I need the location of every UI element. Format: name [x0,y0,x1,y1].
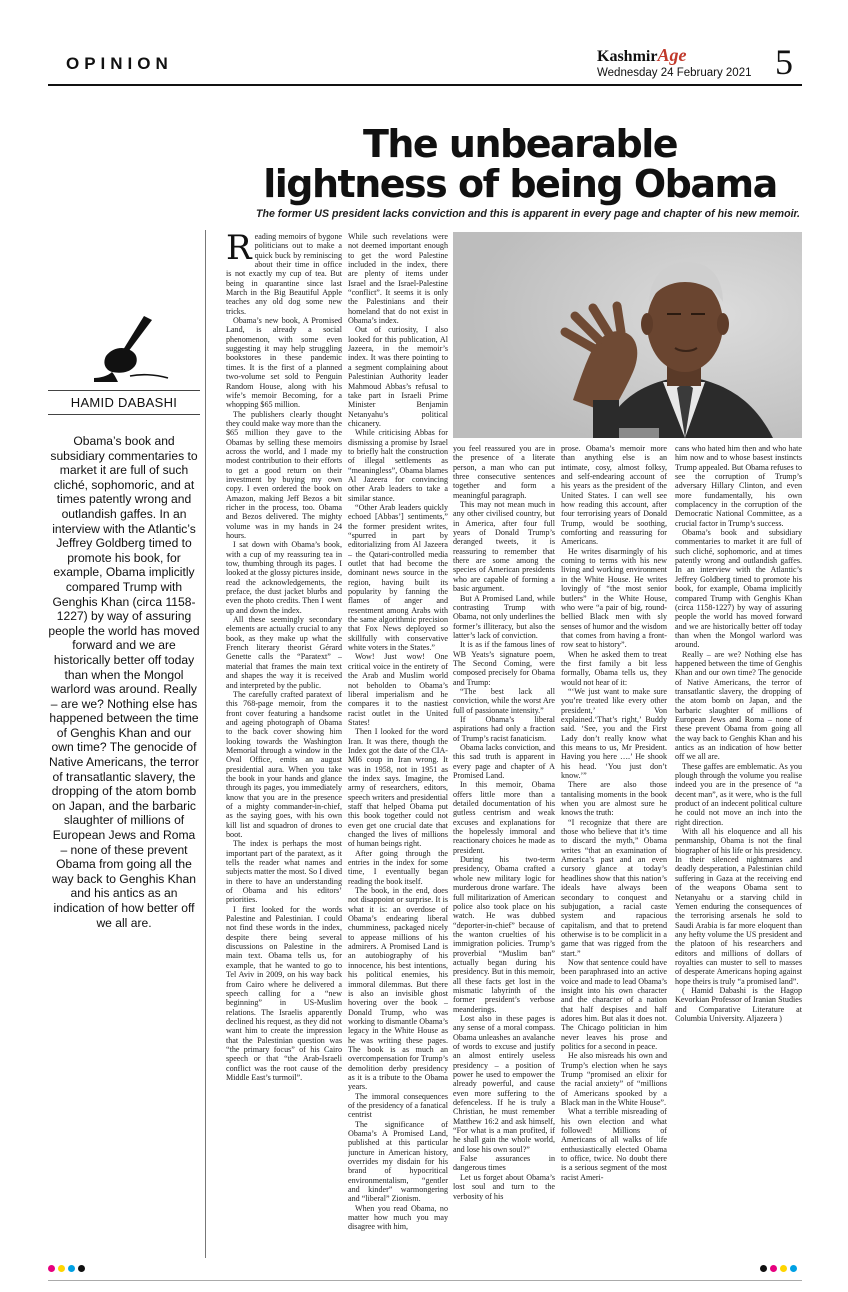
paragraph: But A Promised Land, while contrasting Trump with Obama, not only underlines the former’s illiteracy, but also the latter’s lack of conviction. [453,593,555,640]
paragraph: Lost also in these pages is any sense of a moral compass. Obama unleashes an avalanche of words to excuse and justify an almost entirely useless presidency – a position of power he used to empower the already powerful, and cause even more suffering to the defenceless. If he is truly a Christian, he must remember Matthew 16:2 and ask himself, “For what is a man profited, if he shall gain the whole world, and lose his own soul?” [453,1013,555,1154]
paragraph: This may not mean much in any other civilised country, but in America, after four full years of Donald Trump’s deranged tweets, it is reassuring to remember that there are some among the species of American presidents who are capable of forming a basic argument. [453,500,555,594]
page-number: 5 [775,42,793,82]
logo-main: Kashmir [597,48,658,65]
column-divider [205,230,206,1258]
article-column-3 [453,444,555,1257]
paragraph: All these seemingly secondary elements are actually crucial to any book, as they make up what the French literary theorist Gérard Genette calls the “Paratext” – material that frames the main text and shapes the way it is received and interpreted by the public. [226,615,342,690]
registration-dot [58,1265,65,1272]
registration-dot [760,1265,767,1272]
article-column-5 [675,444,802,1257]
paragraph: you feel reassured you are in the presence of a literate person, a man who can put three consecutive sentences together and form a meaningful paragraph. [453,444,555,500]
registration-dot [770,1265,777,1272]
paragraph: When he asked them to treat the first family a bit less formally, Obama tells us, they would not hear of it: [561,649,667,687]
paragraph: It is as if the famous lines of WB Yeats’s signature poem, The Second Coming, were composed precisely for Obama and Trump: [453,640,555,687]
author-name: HAMID DABASHI [48,390,200,415]
article-column-4 [561,444,667,1257]
paragraph: While such revelations were not deemed important enough to get the word Palestine included in the index, there are plenty of items under Israel and the Israel-Palestine “conflict”. It seems it is only the Palestinians and their homeland that do not exist in Obama’s index. [348,232,448,326]
paragraph: The publishers clearly thought they could make way more than the $65 million they gave to the Obamas by selling these memoirs across the world, and I made my modest contribution to their efforts to get a good return on their investment by buying my own copy. I even ordered the book on Amazon, making Jeff Bezos a bit richer in the process, too. Obama and Bezos delivered. The mighty volume was in my hands in 24 hours. [226,409,342,540]
paragraph: Out of curiosity, I also looked for this publication, Al Jazeera, in the memoir’s index. It was there pointing to a segment complaining about Palestinian Authority leader Mahmoud Abbas’s refusal to take part in Israeli Prime Minister Benjamin Netanyahu’s political chicanery. [348,325,448,428]
paragraph: He also misreads his own and Trump’s election when he says Trump “promised an elixir for the racial anxiety” of “millions of Americans spooked by a Black man in the White House”. [561,1051,667,1108]
registration-dots-left [48,1265,85,1272]
registration-dot [790,1265,797,1272]
paragraph: Let us forget about Obama’s lost soul and turn to the verbosity of his [453,1172,555,1201]
paragraph: prose. Obama’s memoir more than anything else is an intimate, cosy, almost folksy, and self-endearing account of his years as the president of the United States. I can well see how reading this account, after four terrorising years of Donald Trump, would be soothing, comforting and reassuring for Americans. [561,444,667,547]
paragraph: Then I looked for the word Iran. It was there, though the Index got the date of the CIA-MI6 coup in Iran wrong. It was in 1958, not in 1951 as the index says. Imagine, the army of researchers, editors, speech writers and presidential staff that helped Obama put this book together could not even get one crucial date that changed the lives of millions of human beings right. [348,727,448,849]
paragraph: “I recognize that there are those who believe that it’s time to discard the myth,” Obama writes “that an examination of America’s past and an even cursory glance at today’s headlines show that this nation’s ideals have always been secondary to conquest and subjugation, a racial caste system and rapacious capitalism, and that to pretend otherwise is to be complicit in a game that was rigged from the start.” [561,817,667,958]
paragraph: The index is perhaps the most important part of the paratext, as it tells the reader what names and subjects matter the most. So I dived in there to have an understanding of Obama and his editors’ priorities. [226,839,342,905]
paragraph: With all his eloquence and all his penmanship, Obama is not the final biographer of his life or his presidency. In their silenced nightmares and deadly desperation, a Palestinian child suffering in Gaza at the receiving end of the weapons Obama sent to Netanyahu or a starving child in Yemen enduring the consequences of the terrorising arsenals he sold to Saudi Arabia is far more eloquent than any hefty volume the US president and the platoon of his researchers and editors and millions of dollars of royalties can muster to sell to masses of desperate Americans hoping against hope theirs is truly “a promised land”. [675,827,802,986]
logo-accent: Age [657,45,687,65]
paragraph: In this memoir, Obama offers little more than a detailed documentation of his gutless centrism and weak excuses and explanations for the hopelessly immoral and reactionary choices he made as president. [453,780,555,855]
paragraph: “‘We just want to make sure you’re treated like every other president,’ Von explained.‘That’s right,’ Buddy said. ‘See, you and the First Lady don’t really know what this means to us, Mr President. Having you here ….’ He shook his head. ‘You just don’t know.’” [561,686,667,781]
paragraph: During his two-term presidency, Obama crafted a whole new military logic for murderous drone warfare. The full militarization of American police also took place on his watch. He was dubbed “deporter-in-chief” because of the wanton cruelties of his immigration policies. Trump’s proverbial “Muslim ban” actually began during his presidency. But in this memoir, all these facts get lost in the mismatic labyrinth of the former president’s verbose meanderings. [453,855,555,1014]
paragraph: “The best lack all conviction, while the worst Are full of passionate intensity.” [453,686,555,715]
pull-quote: Obama’s book and subsidiary commentaries to market it are full of such cliché, sophomoric, and at times patently wrong and outlandish gaffes. In an interview with the Atlantic’s Jeffrey Goldberg timed to promote his book, for example, Obama implicitly compared Trump with Genghis Khan (circa 1158-1227) by way of assuring people the world has moved forward and we are historically better off today than when the Mongol warlord was around. Really – are we? Nothing else has happened between the time of Genghis Khan and our own time? The genocide of Native Americans, the terror of transatlantic slavery, the dropping of the atom bomb on Japan, and the barbaric slaughter of millions of European Jews and Roma – none of these prevent Obama from going all the way back to Genghis Khan and his antics as an indication of how better off we all are. [48,434,200,930]
header-rule [48,84,802,86]
registration-dot [48,1265,55,1272]
paragraph: Obama’s new book, A Promised Land, is already a social phenomenon, with some even suggesting it may help struggling bookstores in these pandemic times. It is the first of a planned two-volume set sold to Penguin Random House, along with his wife’s memoir Becoming, for a whopping $65 million. [226,316,342,410]
issue-date: Wednesday 24 February 2021 [597,67,752,79]
registration-dots-right [760,1265,797,1272]
article-column-2 [348,232,448,1257]
paragraph: Wow! Just wow! One critical voice in the entirety of the Arab and Muslim world not beholden to Obama’s liberal imperialism and he compares it to the nastiest racist outlet in the United States! [348,652,448,727]
paragraph: These gaffes are emblematic. As you plough through the volume you realise indeed you are in the presence of “a decent man”, as it were, who is the full product of an indecent political culture he could not move an inch into the right direction. [675,761,802,827]
paragraph: After going through the entries in the index for some time, I eventually began reading the book itself. [348,848,448,886]
paragraph: The significance of Obama’s A Promised Land, published at this particular juncture in American history, overrides my disdain for his brand of hypocritical environmentalism, “gentler and kinder” warmongering and “liberal” Zionism. [348,1119,448,1204]
author-bio: ( Hamid Dabashi is the Hagop Kevorkian Professor of Iranian Studies and Comparative Literature at Columbia University. Aljazeera ) [675,985,802,1023]
subheading: The immoral consequences of the presidency of a fanatical centrist [348,1091,448,1120]
paragraph: While criticising Abbas for dismissing a promise by Israel to briefly halt the construction of illegal settlements as “meaningless”, Obama blames Al Jazeera for convincing other Arab leaders to take a similar stance. [348,428,448,503]
section-label: OPINION [66,54,173,73]
registration-dot [68,1265,75,1272]
paragraph: The book, in the end, does not disappoint or surprise. It is what it is: an overdose of Obama’s endearing liberal chumminess, packaged nicely to appease millions of his admirers. A Promised Land is an autobiography of his innocence, his best intentions, his political enemies, his immoral dilemmas. But there is also an invisible ghost hovering over the book – Donald Trump, who was working to dismantle Obama’s legacy in the White House as he was writing these pages. The book is as much an overcompensation for Trump’s demolition derby presidency as it is a tribute to the Obama years. [348,886,448,1092]
paragraph: He writes disarmingly of his coming to terms with his new living and working environment in the White House. He writes lovingly of “the most senior butlers” in the White House, who were “a pair of big, round-bellied Black men with sly senses of humor and the wisdom that comes from having a front-row seat to history”. [561,546,667,650]
paragraph: There are also those tantalising moments in the book when you are almost sure he knows the truth: [561,780,667,818]
paragraph: When you read Obama, no matter how much you may disagree with him, [348,1203,448,1232]
footer-rule [48,1280,802,1281]
headline [240,124,800,204]
article-column-1 [226,232,342,1257]
paragraph: I sat down with Obama’s book, with a cup of my reassuring tea in tow, thumbing through its pages. I looked at the glossy pictures inside, read the acknowledgements, the preface, the dust jacket blurbs and even the photo credits. Then I went up and down the index. [226,540,342,615]
paragraph: eading memoirs of bygone politicians out to make a quick buck by reminiscing about their time in office is not exactly my cup of tea. But being in quarantine since last March in the Big Beautiful Apple teaches any old dog some new tricks. [226,232,342,316]
paragraph: If Obama’s liberal aspirations had only a fraction of Trump’s racist fanaticism. [453,714,555,743]
headline-line-1: The unbearable [362,122,678,166]
paragraph: “Other Arab leaders quickly echoed [Abbas’] sentiments,” the former president writes, “spurred in part by editorializing from Al Jazeera – the Qatari-controlled media outlet that had become the dominant news source in the region, having built its popularity by fanning the flames of anger and resentment among Arabs with the same algorithmic precision that Fox News deployed so skillfully with conservative white voters in the States.” [348,502,448,653]
paragraph: cans who hated him then and who hate him now and to whose basest instincts Trump appealed. But Obama refuses to see the corruption of Trump’s adversary Hillary Clinton, and even more fundamentally, his own complacency in the corruption of the Democratic National Committee, as a crucial factor in Trump’s success. [675,444,802,528]
pen-hand-icon [92,312,172,382]
paragraph: Really – are we? Nothing else has happened between the time of Genghis Khan and our own time? The genocide of Native Americans, the terror of transatlantic slavery, the dropping of the atom bomb on Japan, and the barbaric slaughter of millions of European Jews and Roma – none of these prevent Obama from going all the way back to Genghis Khan and his antics as an indication of how better off we all are. [675,649,802,762]
paragraph: Obama’s book and subsidiary commentaries to market it are full of such cliché, sophomoric, and at times patently wrong and outlandish gaffes. In an interview with the Atlantic’s Jeffrey Goldberg timed to promote his book, for example, Obama implicitly compared Trump with Genghis Khan (circa 1158-1227) by way of assuring people the world has moved forward and we are historically better off today than when the Mongol warlord was around. [675,528,802,650]
article-photo [453,232,802,438]
registration-dot [780,1265,787,1272]
paragraph: I first looked for the words Palestine and Palestinian. I could not find these words in the index, despite there being several discussions on Palestine in the main text. Obama tells us, for example, that he wanted to go to Tel Aviv in 2009, on his way back from Cairo where he delivered a speech calling for a “new beginning” in US-Muslim relations. The Israelis apparently declined his request, as they did not want him to create the impression that the Palestinian question was “the primary focus” of his Cairo speech or that “the Arab-Israeli conflict was the root cause of the Middle East’s turmoil”. [226,904,342,1082]
headline-line-2: lightness of being Obama [263,162,777,206]
registration-dot [78,1265,85,1272]
newspaper-logo [597,45,747,65]
paragraph: What a terrible misreading of his own election and what followed! Millions of Americans of all walks of life enthusiastically elected Obama to office, twice. No doubt there is a serious segment of the most racist Ameri- [561,1107,667,1182]
subheading: False assurances in dangerous times [453,1154,555,1173]
masthead [597,45,752,79]
paragraph: Obama lacks conviction, and this sad truth is apparent in every page and chapter of A Promised Land. [453,743,555,781]
drop-cap: R [226,232,252,268]
paragraph: The carefully crafted paratext of this 768-page memoir, from the front cover featuring a handsome and ageing photograph of Obama to the back cover showing him looking towards the Washington Memorial through a window in the Oval Office, emits an august presidential aura. When you take the book in your hands and glance through its pages, you immediately know that you are in the presence of a mighty commander-in-chief, as the saying goes, with his own kill list and squadron of drones to boot. [226,689,342,839]
standfirst: The former US president lacks conviction and this is apparent in every page and chapter of his new memoir. [256,208,800,220]
paragraph: Now that sentence could have been paraphrased into an active voice and made to lead Obama’s insight into his own character and the character of a nation that half despises and half adores him. But alas it does not. The Chicago politician in him never leaves his prose and politics for a second in peace. [561,957,667,1051]
